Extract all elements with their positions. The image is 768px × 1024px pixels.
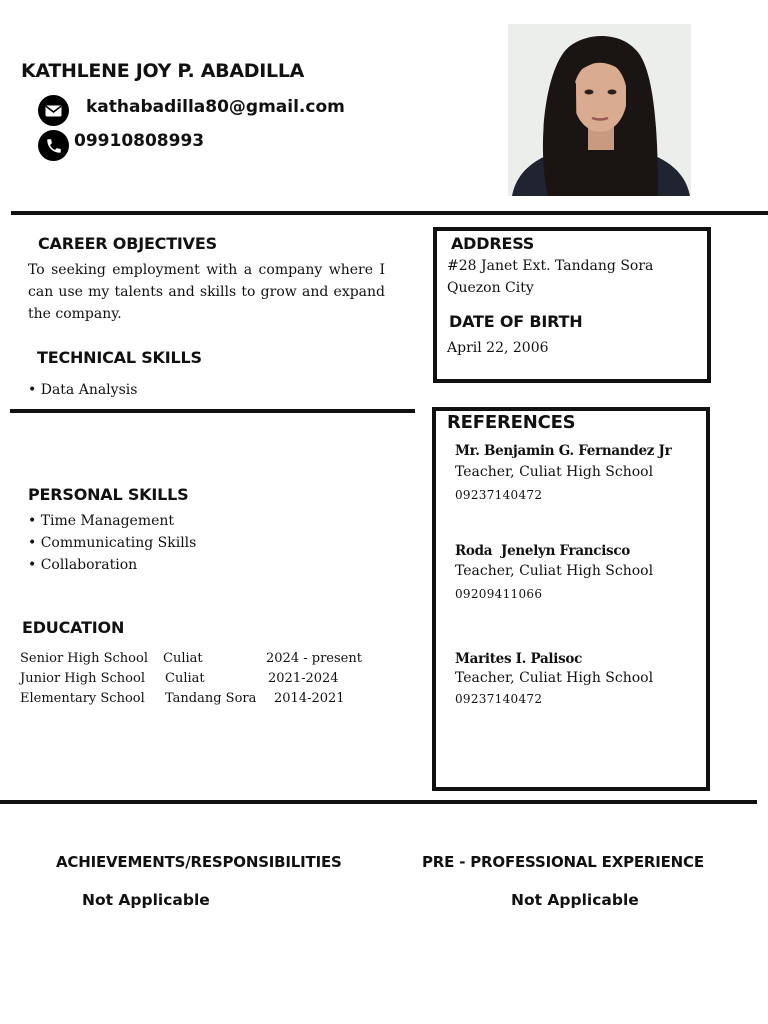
table-row <box>20 691 390 711</box>
list-item: • Data Analysis <box>28 379 137 401</box>
education-school: Culiat <box>163 651 203 666</box>
phone-number[interactable]: 09910808993 <box>74 131 205 151</box>
phone-icon <box>38 130 69 161</box>
technical-skills-list <box>28 379 137 401</box>
experience-value: Not Applicable <box>511 891 639 909</box>
reference-role: Teacher, Culiat High School <box>455 563 654 579</box>
personal-skills-list <box>28 510 196 576</box>
education-years: 2014-2021 <box>274 691 345 706</box>
date-of-birth-heading: DATE OF BIRTH <box>449 312 583 331</box>
reference-phone: 09209411066 <box>455 587 543 601</box>
full-name: KATHLENE JOY P. ABADILLA <box>21 60 305 82</box>
reference-name: Roda Jenelyn Francisco <box>455 543 630 559</box>
left-divider <box>10 409 415 413</box>
career-objectives-text: To seeking employment with a company where I can use my talents and skills to grow and expand the company. <box>28 262 385 322</box>
list-item: • Time Management <box>28 510 196 532</box>
table-row <box>20 671 390 691</box>
education-level: Junior High School <box>20 671 145 686</box>
references-heading: REFERENCES <box>447 412 576 433</box>
career-objectives-heading: CAREER OBJECTIVES <box>38 234 217 253</box>
education-level: Senior High School <box>20 651 148 666</box>
email-address[interactable]: kathabadilla80@gmail.com <box>86 97 345 117</box>
email-icon <box>38 95 69 126</box>
reference-name: Mr. Benjamin G. Fernandez Jr <box>455 443 672 459</box>
top-divider <box>11 211 768 215</box>
achievements-heading: ACHIEVEMENTS/RESPONSIBILITIES <box>56 853 342 871</box>
personal-skills-heading: PERSONAL SKILLS <box>28 485 189 504</box>
address-line-1: #28 Janet Ext. Tandang Sora <box>447 258 654 274</box>
profile-photo <box>508 24 691 196</box>
education-heading: EDUCATION <box>22 618 125 637</box>
reference-role: Teacher, Culiat High School <box>455 670 654 686</box>
reference-role: Teacher, Culiat High School <box>455 464 654 480</box>
technical-skills-heading: TECHNICAL SKILLS <box>37 348 202 367</box>
education-years: 2024 - present <box>266 651 362 666</box>
list-item: • Communicating Skills <box>28 532 196 554</box>
address-heading: ADDRESS <box>451 234 535 253</box>
bottom-divider <box>0 800 757 804</box>
education-school: Culiat <box>165 671 205 686</box>
education-years: 2021-2024 <box>268 671 339 686</box>
reference-name: Marites I. Palisoc <box>455 651 582 667</box>
reference-phone: 09237140472 <box>455 488 543 502</box>
list-item: • Collaboration <box>28 554 196 576</box>
education-level: Elementary School <box>20 691 145 706</box>
table-row <box>20 651 390 671</box>
education-table <box>20 651 390 711</box>
experience-heading: PRE - PROFESSIONAL EXPERIENCE <box>422 853 704 871</box>
achievements-value: Not Applicable <box>82 891 210 909</box>
date-of-birth-value: April 22, 2006 <box>447 340 549 356</box>
address-line-2: Quezon City <box>447 280 534 296</box>
education-school: Tandang Sora <box>165 691 257 706</box>
reference-phone: 09237140472 <box>455 692 543 706</box>
